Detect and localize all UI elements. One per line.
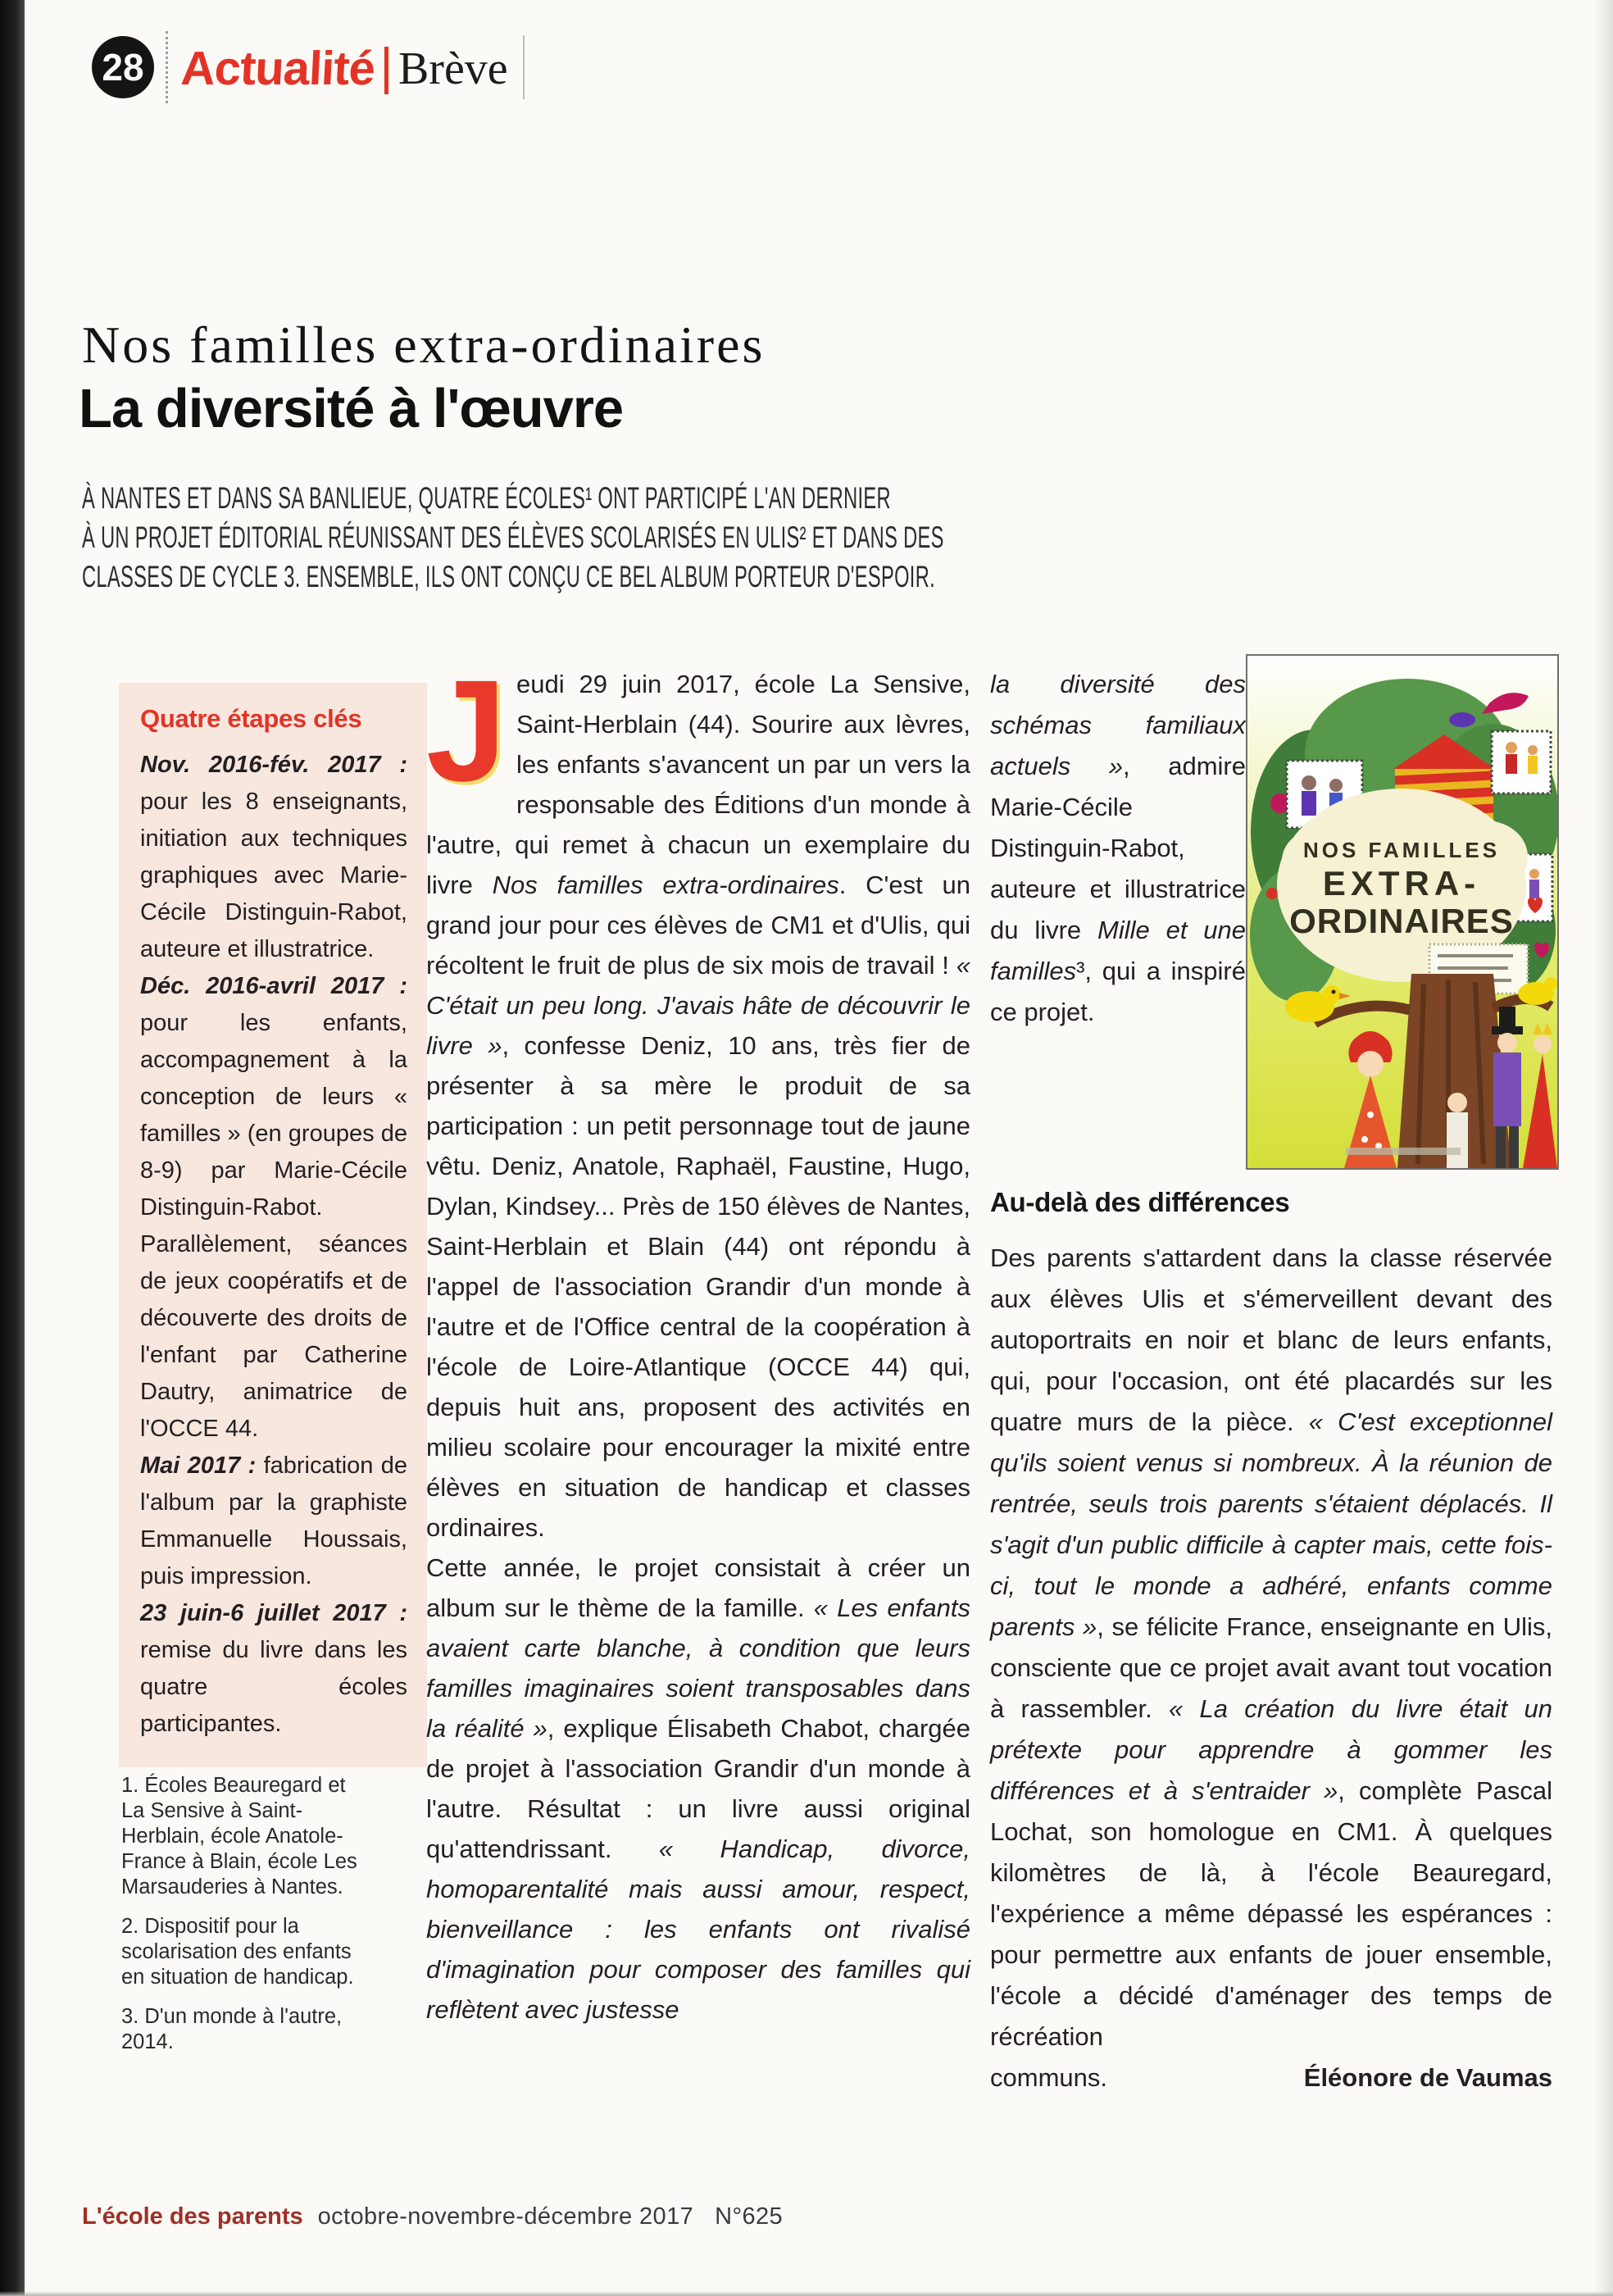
cover-title-line3: ORDINAIRES xyxy=(1289,902,1514,940)
article-kicker-title: Nos familles extra-ordinaires xyxy=(82,316,766,374)
issue-date: octobre-novembre-décembre 2017 xyxy=(317,2203,694,2230)
drop-cap: J xyxy=(426,651,507,812)
body-paragraph: Cette année, le projet consistait à créer un album sur le thème de la famille. « Les enfants avaient carte blanche, à condition que leurs familles imaginaires soient transposables dans la réalité », explique Élisabeth Chabot, chargée de projet à l'association Grandir d'un monde à l'autre. Résultat : un livre aussi original qu'attendrissant. « Handicap, divorce, homoparentalité mais aussi amour, respect, bienveillance : les enfants ont rivalisé d'imagination pour composer des familles qui reflètent avec justesse xyxy=(426,1553,971,2024)
footnote: 2. Dispositif pour la scolarisation des enfants en situation de handicap. xyxy=(121,1915,354,1989)
section-label: Actualité xyxy=(179,41,376,95)
issue-number: N°625 xyxy=(715,2203,784,2230)
magazine-name: L'école des parents xyxy=(82,2203,303,2230)
footnote: 3. D'un monde à l'autre, 2014. xyxy=(121,2005,343,2053)
closing-line xyxy=(990,2057,1552,2098)
author-byline: Éléonore de Vaumas xyxy=(1303,2063,1552,2092)
standfirst-line: CLASSES DE CYCLE 3. ENSEMBLE, ILS ONT CONÇU CE BEL ALBUM PORTEUR D'ESPOIR. xyxy=(82,560,936,593)
standfirst-line: À NANTES ET DANS SA BANLIEUE, QUATRE ÉCOLES¹ ONT PARTICIPÉ L'AN DERNIER xyxy=(82,481,891,515)
scan-edge-bottom xyxy=(0,2291,1613,2296)
page-number-badge xyxy=(92,36,154,98)
book-cover xyxy=(1246,654,1559,1170)
key-steps-title: Quatre étapes clés xyxy=(140,704,362,733)
footnotes xyxy=(121,1773,367,2069)
key-step: Mai 2017 : fabrication de l'album par la graphiste Emmanuelle Houssais, puis impression. xyxy=(140,1453,407,1589)
dotted-separator xyxy=(166,31,168,103)
article-column-1 xyxy=(426,651,971,2030)
scan-edge-left xyxy=(0,0,25,2296)
body-paragraph: Des parents s'attardent dans la classe réservée aux élèves Ulis et s'émerveillent devant des autoportraits en noir et blanc de leurs enfants, qui, pour l'occasion, ont été placardés sur les quatre murs de la pièce. « C'est exceptionnel qu'ils soient venus si nombreux. À la réunion de rentrée, seuls trois parents s'étaient déplacés. Il s'agit d'un public difficile à capter mais, cette fois-ci, tout le monde a adhéré, enfants comme parents », se félicite France, enseignante en Ulis, consciente que ce projet avait avant tout vocation à rassembler. « La création du livre était un prétexte pour apprendre à gommer les différences et à s'entraider », complète Pascal Lochat, son homologue en CM1. À quelques kilomètres de là, à l'école Beauregard, l'expérience a même dépassé les espérances : pour permettre aux enfants de jouer ensemble, l'école a décidé d'aménager des temps de récréation xyxy=(990,1243,1552,2051)
page-footer xyxy=(82,2203,783,2230)
book-cover-illustration xyxy=(1247,656,1557,1168)
key-step: Déc. 2016-avril 2017 : pour les enfants, accompagnement à la conception de leurs « familles » (en groupes de 8-9) par Marie-Cécile Distinguin-Rabot. Parallèlement, séances de jeux coopératifs et de découverte des droits de l'enfant par Catherine Dautry, animatrice de l'OCCE 44. xyxy=(140,973,407,1442)
standfirst-line: À UN PROJET ÉDITORIAL RÉUNISSANT DES ÉLÈVES SCOLARISÉS EN ULIS² ET DANS DES xyxy=(82,521,944,554)
key-step: 23 juin-6 juillet 2017 : remise du livre dans les quatre écoles participantes. xyxy=(140,1600,407,1737)
cover-title-line2: EXTRA- xyxy=(1322,864,1481,902)
red-separator xyxy=(384,47,388,94)
closing-word: communs. xyxy=(990,2063,1107,2092)
page-number: 28 xyxy=(102,46,144,89)
issue-info xyxy=(318,2203,783,2230)
body-paragraph: la diversité des schémas familiaux actuels », admire Marie-Cécile Distinguin-Rabot, auteure et illustratrice du livre Mille et une familles³, qui a inspiré ce projet. xyxy=(990,670,1247,1026)
subheading: Au-delà des différences xyxy=(990,1187,1290,1217)
scan-edge-right xyxy=(1593,0,1613,2296)
article-headline: La diversité à l'œuvre xyxy=(79,378,624,439)
gray-separator xyxy=(523,35,525,99)
cover-title-line1: NOS FAMILLES xyxy=(1302,838,1501,862)
article-standfirst xyxy=(82,479,1429,597)
child-drawing xyxy=(1447,1093,1468,1168)
page-header xyxy=(92,31,525,103)
key-steps-box xyxy=(119,683,427,1767)
key-step: Nov. 2016-fév. 2017 : pour les 8 enseignants, initiation aux techniques graphiques avec Marie-Cécile Distinguin-Rabot, auteure et illustratrice. xyxy=(140,752,407,962)
body-paragraph: eudi 29 juin 2017, école La Sensive, Saint-Herblain (44). Sourire aux lèvres, les enfants s'avancent un par un vers la responsable des Éditions d'un monde à l'autre, qui remet à chacun un exemplaire du livre Nos familles extra-ordinaires. C'est un grand jour pour ces élèves de CM1 et d'Ulis, qui récoltent le fruit de plus de six mois de travail ! « C'était un peu long. J'avais hâte de découvrir le livre », confesse Deniz, 10 ans, très fier de présenter à sa mère le produit de sa participation : un petit personnage tout de jaune vêtu. Deniz, Anatole, Raphaël, Faustine, Hugo, Dylan, Kindsey... Près de 150 élèves de Nantes, Saint-Herblain et Blain (44) ont répondu à l'appel de l'association Grandir d'un monde à l'autre et de l'Office central de la coopération à l'école de Loire-Atlantique (OCCE 44) qui, depuis huit ans, proposent des activités en milieu scolaire pour encourager la mixité entre élèves en situation de handicap et classes ordinaires. xyxy=(426,670,970,1542)
rubric-label: Brève xyxy=(398,43,508,94)
footnote: 1. Écoles Beauregard et La Sensive à Saint-Herblain, école Anatole-France à Blain, école Les Marsauderies à Nantes. xyxy=(121,1774,357,1898)
